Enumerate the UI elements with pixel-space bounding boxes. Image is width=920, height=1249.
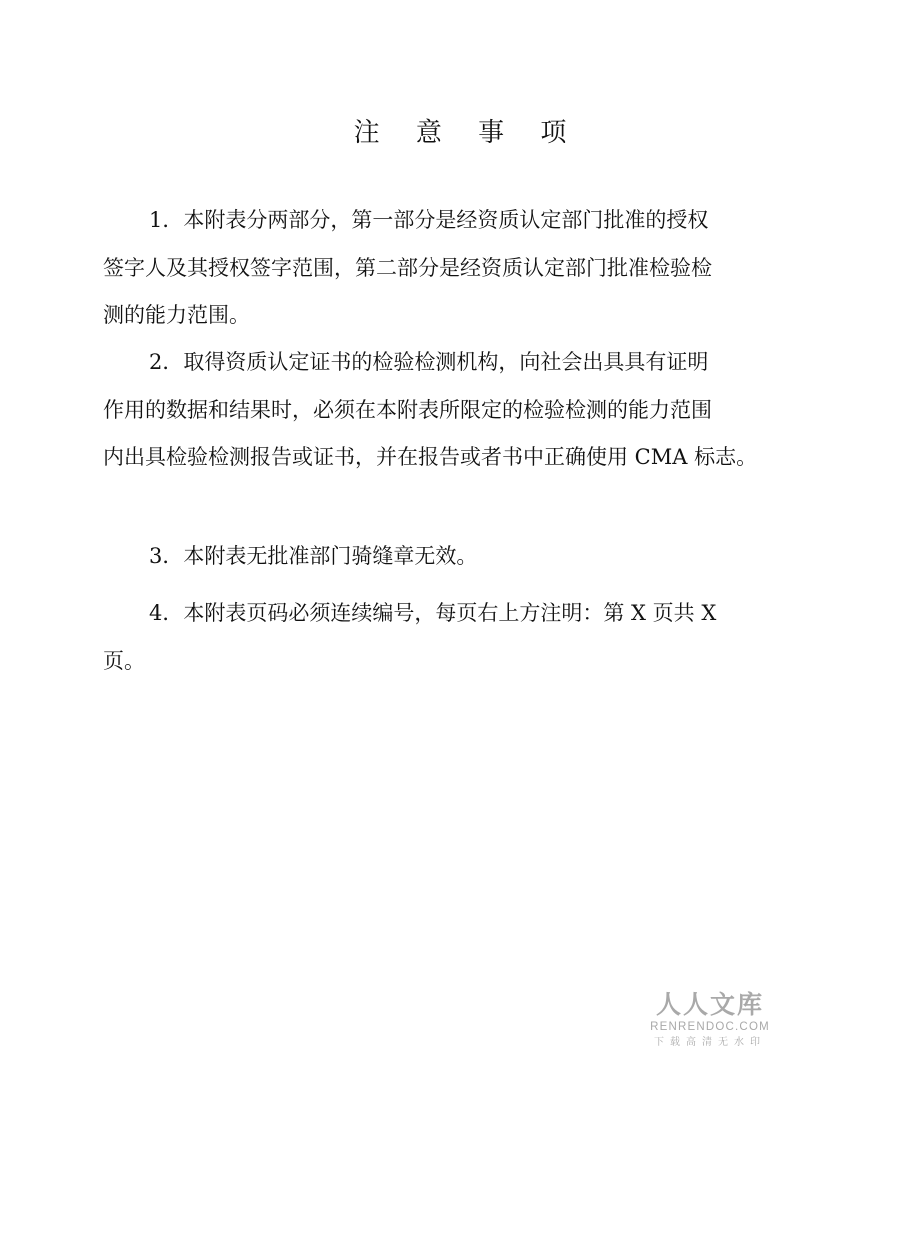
watermark-title: 人人文库	[655, 990, 764, 1019]
notice-line: 3．本附表无批准部门骑缝章无效。	[149, 544, 478, 568]
watermark-subtitle: 下载高清无水印	[654, 1037, 766, 1048]
watermark-site: RENRENDOC.COM	[650, 1021, 770, 1033]
page-title: 注 意 事 项	[353, 118, 581, 148]
notice-line: 4．本附表页码必须连续编号，每页右上方注明：第 X 页共 X	[149, 601, 717, 625]
notice-line: 签字人及其授权签字范围，第二部分是经资质认定部门批准检验检	[103, 255, 712, 280]
notice-line: 1．本附表分两部分，第一部分是经资质认定部门批准的授权	[149, 208, 709, 232]
notice-line: 作用的数据和结果时，必须在本附表所限定的检验检测的能力范围	[103, 397, 712, 422]
notice-line: 测的能力范围。	[103, 303, 250, 327]
notice-item-4	[103, 590, 828, 685]
notice-item-3	[103, 533, 828, 581]
watermark-logo	[648, 990, 772, 1050]
notice-line: 内出具检验检测报告或证书，并在报告或者书中正确使用 CMA 标志。	[103, 445, 758, 469]
notice-line: 页。	[103, 648, 145, 673]
notice-line: 2．取得资质认定证书的检验检测机构，向社会出具具有证明	[149, 350, 709, 374]
notice-item-1	[103, 197, 828, 340]
notice-item-2	[103, 339, 828, 482]
